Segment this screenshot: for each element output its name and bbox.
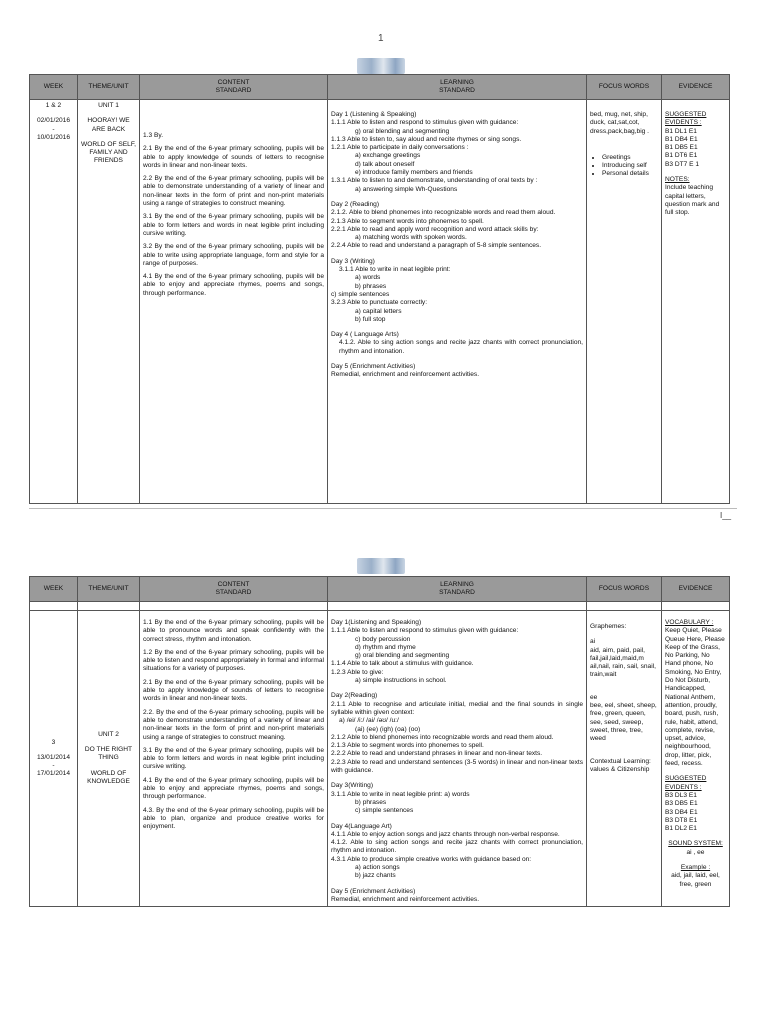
learning-standard-line: g) oral blending and segmenting: [355, 127, 450, 135]
evidence-item: B3 DL3 E1: [665, 791, 697, 799]
content-standard-paragraph: 1.1 By the end of the 6-year primary schooling, pupils will be able to pronounce words and speak confidently with the correct stress, rhythm and intonation.: [143, 619, 324, 643]
evidence-item: B1 DT6 E1: [665, 152, 698, 160]
learning-standard-line: 1.1.1 Able to listen and respond to stimulus given with guidance:: [331, 119, 519, 127]
content-standard-paragraph: 2.2 By the end of the 6-year primary schooling, pupils will be able to demonstrate understanding of a variety of linear and non-linear texts in the form of print and non-print materials using a range of strategies to construct meaning.: [143, 175, 324, 208]
header-week: WEEK: [30, 577, 78, 602]
learning-standard-line: c) simple sentences: [355, 807, 414, 815]
evidence-item: B3 DB5 E1: [665, 800, 698, 808]
theme-cell: UNIT 1 HOORAY! WE ARE BACK WORLD OF SELF, FAMILY AND FRIENDS: [78, 100, 140, 504]
header-theme: THEME/UNIT: [78, 577, 140, 602]
spacer-row: [30, 602, 730, 611]
lesson-row: [30, 100, 730, 504]
page-number: 1: [378, 33, 384, 44]
learning-standard-line: Day 5 (Enrichment Activities): [331, 887, 416, 895]
week-cell: 1 & 2 02/01/2016 - 10/01/2016: [30, 100, 78, 504]
learning-standard-line: a) simple instructions in school.: [355, 677, 447, 685]
content-standard-paragraph: 1.3 By.: [143, 132, 164, 139]
learning-standard-line: d) talk about oneself: [355, 160, 415, 168]
learning-standard-line: 4.1.1 Able to enjoy action songs and jazz chants through non-verbal response.: [331, 830, 560, 838]
learning-standard-line: Day 4 ( Language Arts): [331, 331, 399, 339]
learning-standard-line: (ai) (ee) (igh) (oa) (oo): [355, 725, 421, 733]
lesson-plan-table-2: [29, 576, 730, 907]
content-standard-paragraph: 3.2 By the end of the 6-year primary schooling, pupils will be able to write using appropriate language, form and style for a range of purposes.: [143, 243, 324, 267]
learning-standard-line: 2.2.2 Able to read and understand phrases in linear and non-linear texts.: [331, 750, 543, 758]
content-standard-cell: [140, 100, 328, 504]
focus-bullet-item: • Introducing self: [602, 162, 658, 170]
learning-standard-line: b) jazz chants: [355, 872, 396, 880]
learning-standard-line: 2.1.3 Able to segment words into phonemes to spell.: [331, 217, 484, 225]
header-evidence: EVIDENCE: [662, 75, 730, 100]
content-standard-paragraph: 4.1 By the end of the 6-year primary schooling, pupils will be able to enjoy and appreciate rhymes, poems and songs, through performance.: [143, 776, 324, 801]
line-gap: [331, 194, 583, 201]
content-standard-paragraph: 4.1 By the end of the 6-year primary schooling, pupils will be able to enjoy and appreciate rhymes, poems and songs, through performance.: [143, 273, 324, 297]
line-gap: [331, 816, 583, 823]
learning-standard-line: 1.1.3 Able to listen to, say aloud and recite rhymes or sing songs.: [331, 135, 522, 143]
header-focus-words: FOCUS WORDS: [587, 75, 662, 100]
learning-standard-line: 1.2.3 Able to give:: [331, 668, 384, 676]
learning-standard-line: 1.1.1 Able to listen and respond to stimulus given with guidance:: [331, 627, 519, 635]
learning-standard-line: a) answering simple Wh-Questions: [355, 185, 458, 193]
learning-standard-line: 1.2.1 Able to participate in daily conversations :: [331, 144, 469, 152]
learning-standard-line: a) matching words with spoken words.: [355, 234, 467, 242]
focus-words-cell: bed, mug, net, ship, duck, cat,sat,cot, dress,pack,bag,big . • Greetings • Introducing self • Personal details: [587, 100, 662, 504]
learning-standard-line: 2.1.2. Able to blend phonemes into recognizable words and read them aloud.: [331, 209, 556, 217]
learning-standard-line: Remedial, enrichment and reinforcement activities.: [331, 371, 480, 379]
learning-standard-line: a) exchange greetings: [355, 152, 421, 160]
learning-standard-line: Day 3(Writing): [331, 782, 374, 790]
evidence-item: B3 DT8 E1: [665, 816, 698, 824]
content-standard-paragraph: 1.2 By the end of the 6-year primary schooling, pupils will be able to listen and respond appropriately in formal and informal situations for a variety of purposes.: [143, 648, 324, 673]
line-gap: [331, 775, 583, 782]
theme-cell: UNIT 2 DO THE RIGHT THING WORLD OF KNOWLEDGE: [78, 611, 140, 907]
learning-standard-line: 1.3.1 Able to listen to and demonstrate, understanding of oral texts by :: [331, 177, 538, 185]
content-standard-paragraph: 2.1 By the end of the 6-year primary schooling, pupils will be able to apply knowledge of sounds of letters to recognise words in linear and non-linear texts.: [143, 678, 324, 703]
evidence-cell: SUGGESTED EVIDENTS : B1 DL1 E1 B1 DB4 E1 B1 DB5 E1 B1 DT6 E1 B3 DT7 E 1 NOTES: Include teaching capital letters, question mark and full stop.: [662, 100, 730, 504]
learning-standard-line: 4.1.2. Able to sing action songs and recite jazz chants with correct pronunciation, rhythm and intonation.: [339, 339, 583, 355]
learning-standard-line: 4.1.2. Able to sing action songs and recite jazz chants with correct pronunciation, rhythm and intonation.: [331, 839, 583, 855]
footer-mark: I__: [720, 511, 732, 520]
line-gap: [331, 324, 583, 331]
line-gap: [331, 251, 583, 258]
line-gap: [331, 881, 583, 888]
learning-standard-cell: [328, 100, 587, 504]
learning-standard-line: c) simple sentences: [331, 290, 390, 298]
evidence-cell: VOCABULARY : Keep Quiet, Please Queue Here, Please Keep of the Grass, No Parking, No Hand phone, No Smoking, No Entry, Do Not Disturb, Handicapped, National Anthem, attention, proudly, board, push, rush, rule, habit, attend, complete, revise, upset, advice, neighbourhood, drop, litter, pick, feed, recess. SUGGESTED EVIDENTS : B3 DL3 E1 B3 DB5 E1 B3 DB4 E1 B3 DT8 E1 B1 DL2 E1 SOUND SYSTEM: ai , ee Example : aid, jail, laid, eel, free, green: [662, 611, 730, 907]
learning-standard-line: Day 1(Listening and Speaking): [331, 619, 422, 626]
learning-standard-line: 2.2.4 Able to read and understand a paragraph of 5-8 simple sentences.: [331, 242, 542, 250]
header-learning-standard: LEARNING STANDARD: [328, 577, 587, 602]
learning-standard-line: 2.1.2 Able to blend phonemes into recognizable words and read them aloud.: [331, 733, 554, 741]
evidence-item: B1 DB5 E1: [665, 144, 698, 152]
evidence-item: B1 DB4 E1: [665, 135, 698, 143]
header-theme: THEME/UNIT: [78, 75, 140, 100]
evidence-item: B1 DL1 E1: [665, 127, 697, 135]
evidence-item: B3 DB4 E1: [665, 808, 698, 816]
header-evidence: EVIDENCE: [662, 577, 730, 602]
content-standard-paragraph: 3.1 By the end of the 6-year primary schooling, pupils will be able to form letters and words in neat legible print including cursive writing.: [143, 746, 324, 771]
focus-bullet-item: • Personal details: [602, 170, 658, 178]
learning-standard-line: 2.1.3 Able to segment words into phonemes to spell.: [331, 742, 484, 750]
learning-standard-line: 3.1.1 Able to write in neat legible print: a) words: [331, 790, 470, 798]
header-row: [30, 75, 730, 100]
learning-standard-line: b) phrases: [355, 282, 387, 290]
header-logo: [357, 58, 405, 74]
learning-standard-line: Day 1 (Listening & Speaking): [331, 111, 417, 118]
learning-standard-line: a) action songs: [355, 864, 400, 872]
header-content-standard: CONTENT STANDARD: [140, 577, 328, 602]
focus-bullet-item: • Greetings: [602, 154, 658, 162]
content-standard-paragraph: 4.3. By the end of the 6-year primary schooling, pupils will be able to plan, organize and produce creative works for enjoyment.: [143, 806, 324, 831]
header-learning-standard: LEARNING STANDARD: [328, 75, 587, 100]
evidence-item: B3 DT7 E 1: [665, 160, 700, 168]
learning-standard-line: Day 3 (Writing): [331, 257, 375, 265]
lesson-plan-table-1: [29, 74, 730, 504]
learning-standard-line: e) introduce family members and friends: [355, 169, 473, 177]
learning-standard-line: b) full stop: [355, 315, 386, 323]
header-logo-2: [357, 558, 405, 574]
content-standard-cell: [140, 611, 328, 907]
learning-standard-line: a) /ei/ /i:/ /ai/ /əʊ/ /u:/: [339, 717, 399, 725]
learning-standard-line: d) rhythm and rhyme: [355, 643, 416, 651]
page-footer-line: [29, 508, 737, 509]
learning-standard-line: 1.1.4 Able to talk about a stimulus with guidance.: [331, 660, 474, 668]
header-content-standard: CONTENT STANDARD: [140, 75, 328, 100]
learning-standard-cell: [328, 611, 587, 907]
learning-standard-line: Day 2 (Reading): [331, 200, 380, 208]
header-row: [30, 577, 730, 602]
learning-standard-line: b) phrases: [355, 798, 387, 806]
header-week: WEEK: [30, 75, 78, 100]
learning-standard-line: 3.2.3 Able to punctuate correctly:: [331, 299, 428, 307]
content-standard-paragraph: 3.1 By the end of the 6-year primary schooling, pupils will be able to form letters and words in neat legible print including cursive writing.: [143, 213, 324, 237]
learning-standard-line: c) body percussion: [355, 635, 411, 643]
learning-standard-line: 2.2.1 Able to read and apply word recognition and word attack skills by:: [331, 225, 539, 233]
learning-standard-line: 2.1.1 Able to recognise and articulate initial, medial and the final sounds in single syllable within given context:: [331, 700, 583, 716]
week-cell: 3 13/01/2014 - 17/01/2014: [30, 611, 78, 907]
learning-standard-line: 4.3.1 Able to produce simple creative works with guidance based on:: [331, 855, 532, 863]
learning-standard-line: 2.2.3 Able to read and understand sentences (3-5 words) in linear and non-linear texts with guidance.: [331, 758, 583, 775]
lesson-row: [30, 611, 730, 907]
line-gap: [331, 685, 583, 692]
learning-standard-line: a) capital letters: [355, 307, 402, 315]
learning-standard-line: Day 4(Language Art): [331, 822, 392, 830]
evidence-item: B1 DL2 E1: [665, 825, 697, 833]
learning-standard-line: Day 5 (Enrichment Activities): [331, 363, 416, 371]
content-standard-paragraph: 2.2. By the end of the 6-year primary schooling, pupils will be able to demonstrate understanding of a variety of linear and non-linear texts in the form of print and non-print materials using a range of strategies to construct meaning.: [143, 708, 324, 741]
learning-standard-line: Remedial, enrichment and reinforcement activities.: [331, 895, 480, 903]
learning-standard-line: g) oral blending and segmenting: [355, 652, 450, 660]
header-focus-words: FOCUS WORDS: [587, 577, 662, 602]
content-standard-paragraph: 2.1 By the end of the 6-year primary schooling, pupils will be able to apply knowledge of sounds of letters to recognise words in linear and non-linear texts.: [143, 145, 324, 169]
line-gap: [331, 356, 583, 363]
focus-words-cell: Graphemes: ai aid, aim, paid, pail, fail,jail,laid,maid,m ail,nail, rain, sail, snail, train,wait ee bee, eel, sheet, sheep, free, green, queen, see, seed, sweep, sweet, three, tree, weed Contextual Learning: values & Citizenship: [587, 611, 662, 907]
learning-standard-line: Day 2(Reading): [331, 692, 378, 700]
learning-standard-line: a) words: [355, 274, 381, 282]
learning-standard-line: 3.1.1 Able to write in neat legible print:: [339, 266, 451, 274]
